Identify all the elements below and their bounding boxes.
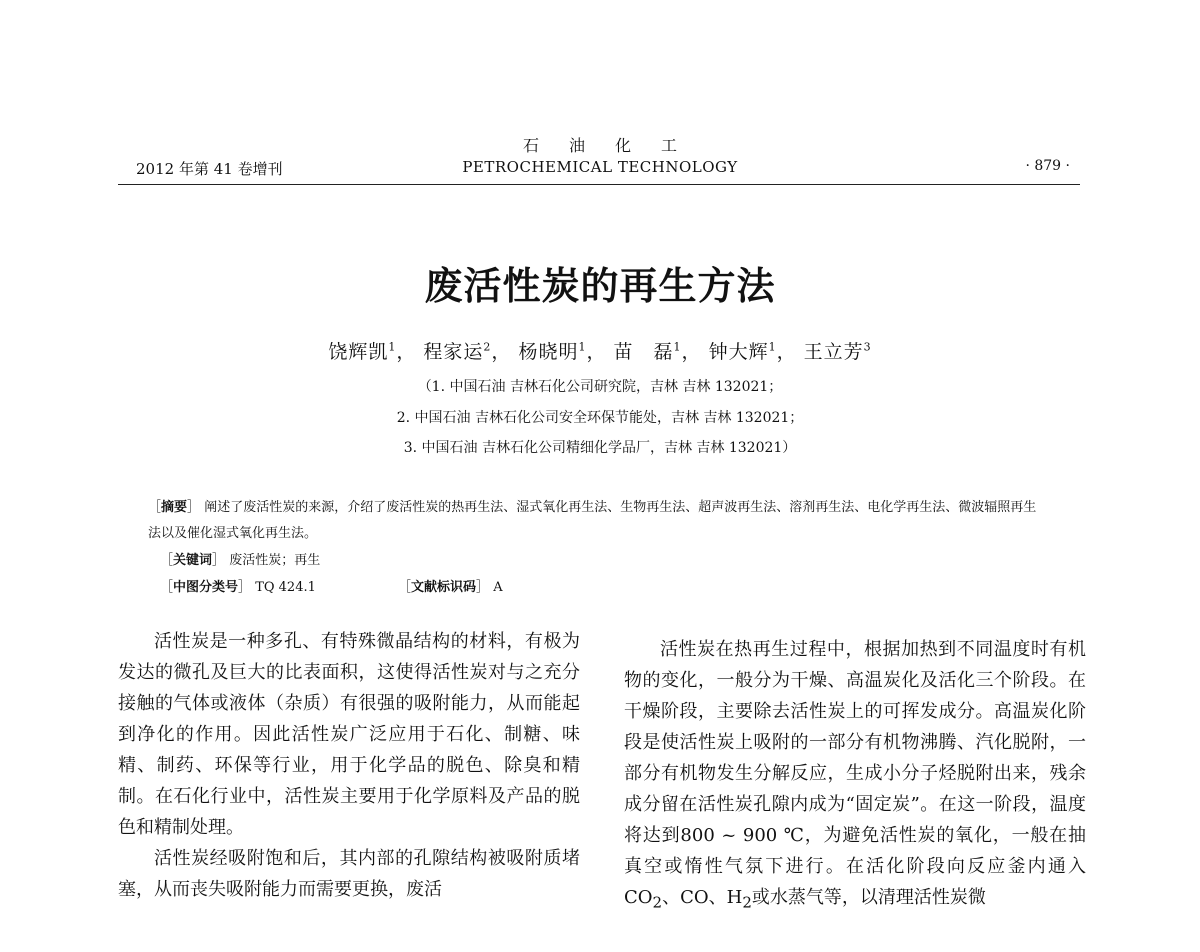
author: 钟大辉$^1$ xyxy=(708,340,777,363)
author: 饶辉凯$^1$ xyxy=(328,340,397,363)
author: 苗 磊$^1$ xyxy=(613,340,682,363)
classification-number: ［中图分类号］ TQ 424.1 xyxy=(160,580,316,595)
body-column-right xyxy=(624,634,1086,919)
journal-title-en: PETROCHEMICAL TECHNOLOGY xyxy=(462,158,738,176)
keywords: ［关键词］ 废活性炭；再生 xyxy=(160,553,321,568)
body-paragraph: 活性炭经吸附饱和后，其内部的孔隙结构被吸附质堵塞，从而丧失吸附能力而需要更换，废活 xyxy=(118,848,580,900)
author: 程家运$^2$ xyxy=(423,340,492,363)
keywords-label: 关键词 xyxy=(173,553,213,568)
header-rule xyxy=(118,184,1080,185)
classification-value: TQ 424.1 xyxy=(255,580,316,595)
author: 杨晓明$^1$ xyxy=(518,340,587,363)
body-paragraph: 活性炭在热再生过程中，根据加热到不同温度时有机物的变化，一般分为干燥、高温炭化及活化三个阶段。在干燥阶段，主要除去活性炭上的可挥发成分。高温炭化阶段是使活性炭上吸附的一部分有机物沸腾、汽化脱附，一部分有机物发生分解反应，生成小分子烃脱附出来，残余成分留在活性炭孔隙内成为“固定炭”。在这一阶段，温度将达到800 ~ 900 ℃，为避免活性炭的氧化，一般在抽真空或惰性气氛下进行。在活化阶段向反应釜内通入$CO_2$、CO、$H_2$或水蒸气等，以清理活性炭微 xyxy=(624,639,1086,912)
affiliation: （1. 中国石油 吉林石化公司研究院，吉林 吉林 132021； xyxy=(417,379,783,395)
classification-label: 中图分类号 xyxy=(173,580,239,595)
document-code-label: 文献标识码 xyxy=(411,580,477,595)
keywords-text: 废活性炭；再生 xyxy=(229,553,321,568)
page-number: · 879 · xyxy=(1025,158,1070,174)
document-code: ［文献标识码］ A xyxy=(398,580,503,595)
paper-title: 废活性炭的再生方法 xyxy=(424,264,776,308)
affiliation: 2. 中国石油 吉林石化公司安全环保节能处，吉林 吉林 132021； xyxy=(396,410,804,426)
affiliation: 3. 中国石油 吉林石化公司精细化学品厂，吉林 吉林 132021） xyxy=(403,440,797,456)
abstract-text: 阐述了废活性炭的来源，介绍了废活性炭的热再生法、湿式氧化再生法、生物再生法、超声波再生法、溶剂再生法、电化学再生法、微波辐照再生法以及催化湿式氧化再生法。 xyxy=(148,500,1037,541)
issue-info: 2012 年第 41 卷增刊 xyxy=(136,160,283,178)
abstract-label: 摘要 xyxy=(161,500,188,515)
journal-title-cn: 石油化工 xyxy=(522,136,707,155)
abstract: ［摘要］ 阐述了废活性炭的来源，介绍了废活性炭的热再生法、湿式氧化再生法、生物再生法、超声波再生法、溶剂再生法、电化学再生法、微波辐照再生法以及催化湿式氧化再生法。 xyxy=(148,500,1037,541)
body-column-left xyxy=(118,626,580,905)
author: 王立芳$^3$ xyxy=(803,340,872,363)
author-list: 饶辉凯$^1$， 程家运$^2$， 杨晓明$^1$， 苗 磊$^1$， 钟大辉$^1$， 王立芳$^3$ xyxy=(328,340,872,363)
body-paragraph: 活性炭是一种多孔、有特殊微晶结构的材料，有极为发达的微孔及巨大的比表面积，这使得活性炭对与之充分接触的气体或液体（杂质）有很强的吸附能力，从而能起到净化的作用。因此活性炭广泛应用于石化、制糖、味精、制药、环保等行业，用于化学品的脱色、除臭和精制。在石化行业中，活性炭主要用于化学原料及产品的脱色和精制处理。 xyxy=(118,631,580,838)
document-code-value: A xyxy=(493,580,503,595)
